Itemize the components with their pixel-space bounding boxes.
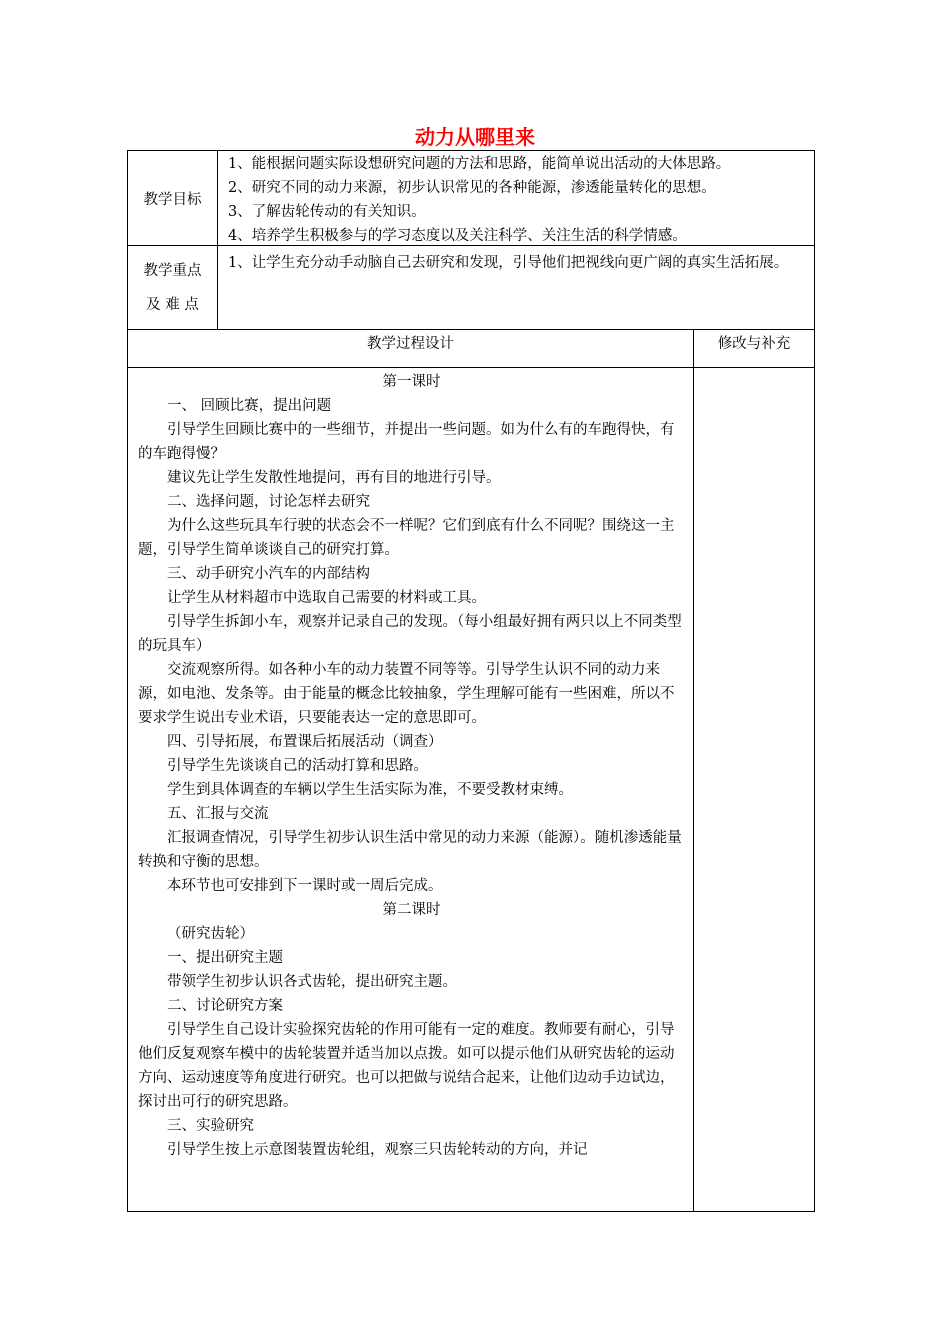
section-heading: 一、提出研究主题: [167, 950, 283, 966]
objective-item: 4、培养学生积极参与的学习态度以及关注科学、关注生活的科学情感。: [228, 228, 687, 244]
section-heading: 四、引导拓展，布置课后拓展活动（调查）: [167, 734, 443, 750]
paragraph: 带领学生初步认识各式齿轮，提出研究主题。: [167, 974, 457, 990]
section-heading: 三、实验研究: [167, 1118, 254, 1134]
paragraph: 学生到具体调查的车辆以学生生活实际为准，不要受教材束缚。: [167, 782, 573, 798]
paragraph: 为什么这些玩具车行驶的状态会不一样呢？它们到底有什么不同呢？围绕这一主题，引导学生简单谈谈自己的研究打算。: [138, 518, 675, 558]
lesson-plan-table: [127, 150, 815, 1212]
objectives-label-cell: [128, 151, 218, 246]
paragraph: 交流观察所得。如各种小车的动力装置不同等等。引导学生认识不同的动力来源，如电池、发条等。由于能量的概念比较抽象，学生理解可能有一些困难，所以不要求学生说出专业术语，只要能表达一定的意思即可。: [138, 662, 675, 726]
process-header: 教学过程设计: [367, 336, 454, 352]
process-header-cell: [128, 330, 694, 368]
page-title: 动力从哪里来: [415, 125, 535, 149]
paragraph: 本环节也可安排到下一课时或一周后完成。: [167, 878, 443, 894]
paragraph: 引导学生先谈谈自己的活动打算和思路。: [167, 758, 428, 774]
section-heading: 一、 回顾比赛，提出问题: [167, 398, 332, 414]
objectives-content-cell: [218, 151, 815, 246]
paragraph: 引导学生自己设计实验探究齿轮的作用可能有一定的难度。教师要有耐心，引导他们反复观察车模中的齿轮装置并适当加以点拨。如可以提示他们从研究齿轮的运动方向、运动速度等角度进行研究。也可以把做与说结合起来，让他们边动手边试边，探讨出可行的研究思路。: [138, 1022, 675, 1110]
revision-header: 修改与补充: [717, 336, 791, 352]
paragraph: 让学生从材料超市中选取自己需要的材料或工具。: [167, 590, 486, 606]
section-heading: 三、动手研究小汽车的内部结构: [167, 566, 370, 582]
process-body-cell: [128, 368, 694, 1212]
section-heading: 五、汇报与交流: [167, 806, 269, 822]
section-heading: 二、选择问题，讨论怎样去研究: [167, 494, 370, 510]
keypoints-label-line1: 教学重点: [143, 263, 202, 279]
section-heading: 二、讨论研究方案: [167, 998, 283, 1014]
objective-item: 1、能根据问题实际设想研究问题的方法和思路，能简单说出活动的大体思路。: [228, 156, 731, 172]
objectives-label: 教学目标: [143, 192, 202, 208]
paragraph: 汇报调查情况，引导学生初步认识生活中常见的动力来源（能源）。随机渗透能量转换和守衡的思想。: [138, 830, 682, 870]
paragraph: 建议先让学生发散性地提问，再有目的地进行引导。: [167, 470, 501, 486]
lesson2-subtitle: （研究齿轮）: [167, 926, 254, 942]
keypoints-content-cell: [218, 246, 815, 330]
keypoints-text: 1、让学生充分动手动脑自己去研究和发现，引导他们把视线向更广阔的真实生活拓展。: [228, 255, 789, 271]
revision-body-cell: [694, 368, 815, 1212]
keypoints-label-cell: [128, 246, 218, 330]
keypoints-label-line2: 及 难 点: [146, 297, 199, 313]
paragraph: 引导学生回顾比赛中的一些细节，并提出一些问题。如为什么有的车跑得快，有的车跑得慢？: [138, 422, 675, 462]
objective-item: 2、研究不同的动力来源，初步认识常见的各种能源，渗透能量转化的思想。: [228, 180, 716, 196]
lesson1-title: 第一课时: [382, 374, 441, 390]
paragraph: 引导学生拆卸小车，观察并记录自己的发现。（每小组最好拥有两只以上不同类型的玩具车）: [138, 614, 682, 654]
paragraph: 引导学生按上示意图装置齿轮组，观察三只齿轮转动的方向，并记: [167, 1142, 588, 1158]
objective-item: 3、了解齿轮传动的有关知识。: [228, 204, 426, 220]
lesson2-title: 第二课时: [382, 902, 441, 918]
revision-header-cell: [694, 330, 815, 368]
